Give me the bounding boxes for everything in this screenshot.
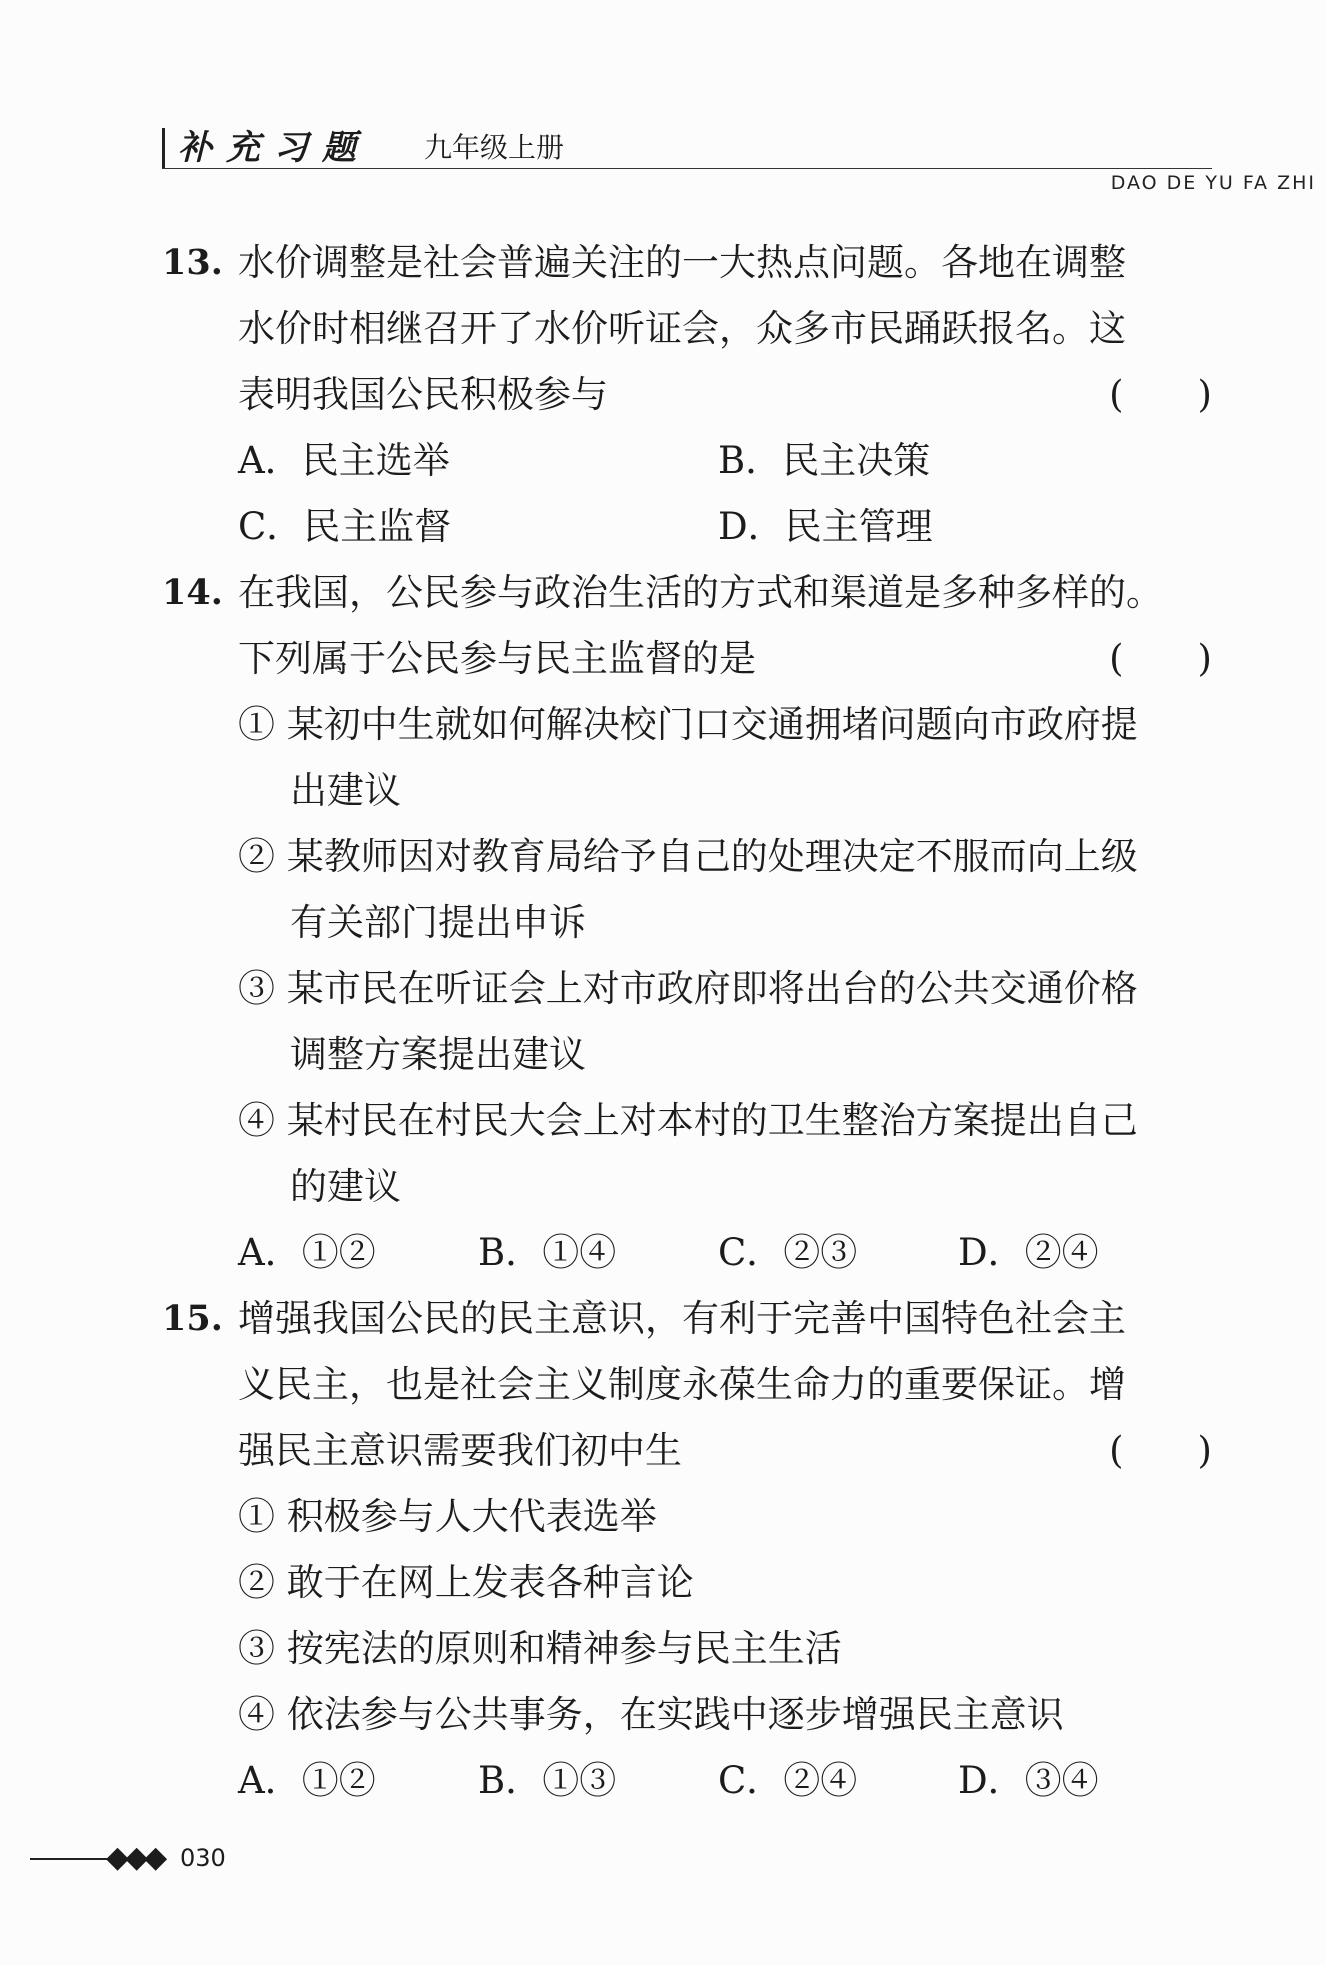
q13-option-d: D．民主管理 [718, 505, 933, 548]
q14-answer-paren: ( ) [1109, 637, 1212, 680]
q14-item-4-b [162, 1154, 1212, 1220]
q14-stem-2: 下列属于公民参与民主监督的是 [238, 637, 756, 680]
footer-rule [30, 1858, 108, 1860]
q15-line-1 [162, 1286, 1212, 1352]
q14-line-1 [162, 560, 1212, 626]
q14-option-a: A．①② [238, 1231, 376, 1274]
q15-stem-2: 义民主，也是社会主义制度永葆生命力的重要保证。增 [238, 1363, 1126, 1406]
q13-option-b: B．民主决策 [718, 439, 931, 482]
q14-item-2-a [162, 824, 1212, 890]
q13-answer-paren: ( ) [1109, 373, 1212, 416]
q15-stem-3: 强民主意识需要我们初中生 [238, 1429, 682, 1472]
q14-item-3-cont: 调整方案提出建议 [290, 1033, 586, 1076]
q14-item-4-cont: 的建议 [290, 1165, 401, 1208]
q14-option-d: D．②④ [958, 1231, 1099, 1274]
grade-label: 九年级上册 [424, 131, 565, 164]
q15-number: 15. [162, 1298, 223, 1339]
subject-english: DAO DE YU FA ZHI [1110, 172, 1316, 194]
q15-item-2-text: ② 敢于在网上发表各种言论 [238, 1561, 694, 1604]
q13-options-row-1 [162, 428, 1212, 494]
q14-item-1-cont: 出建议 [290, 769, 401, 812]
series-title: 补充习题 [178, 128, 370, 168]
q15-item-1-text: ① 积极参与人大代表选举 [238, 1495, 657, 1538]
diamond-ornament-icon: ◆◆◆ [106, 1840, 164, 1875]
q15-item-4-text: ④ 依法参与公共事务，在实践中逐步增强民主意识 [238, 1693, 1064, 1736]
q13-option-c: C．民主监督 [238, 505, 452, 548]
q14-number: 14. [162, 572, 223, 613]
q15-option-d: D．③④ [958, 1759, 1099, 1802]
q14-item-1-b [162, 758, 1212, 824]
q15-line-3 [162, 1418, 1212, 1484]
q15-item-3-text: ③ 按宪法的原则和精神参与民主生活 [238, 1627, 842, 1670]
q15-item-3 [162, 1616, 1212, 1682]
page-number: 030 [180, 1844, 226, 1872]
q14-item-4-a [162, 1088, 1212, 1154]
q13-number: 13. [162, 242, 223, 283]
q14-item-2-text: ② 某教师因对教育局给予自己的处理决定不服而向上级 [238, 835, 1138, 878]
q14-options-row [162, 1220, 1212, 1286]
q13-line-1 [162, 230, 1212, 296]
q15-stem-1: 增强我国公民的民主意识，有利于完善中国特色社会主 [238, 1297, 1126, 1340]
q13-stem-2: 水价时相继召开了水价听证会，众多市民踊跃报名。这 [238, 307, 1126, 350]
page-footer [30, 1840, 330, 1880]
q15-option-c: C．②④ [718, 1759, 858, 1802]
q15-options-row [162, 1748, 1212, 1814]
q13-option-a: A．民主选举 [238, 439, 450, 482]
q14-option-b: B．①④ [478, 1231, 617, 1274]
q15-option-a: A．①② [238, 1759, 376, 1802]
q15-item-2 [162, 1550, 1212, 1616]
q15-item-1 [162, 1484, 1212, 1550]
q15-line-2 [162, 1352, 1212, 1418]
q15-option-b: B．①③ [478, 1759, 617, 1802]
q14-item-1-text: ① 某初中生就如何解决校门口交通拥堵问题向市政府提 [238, 703, 1138, 746]
q14-item-3-a [162, 956, 1212, 1022]
q14-line-2 [162, 626, 1212, 692]
q14-item-3-text: ③ 某市民在听证会上对市政府即将出台的公共交通价格 [238, 967, 1138, 1010]
q13-line-2 [162, 296, 1212, 362]
page-header [162, 120, 1212, 169]
q14-item-4-text: ④ 某村民在村民大会上对本村的卫生整治方案提出自己 [238, 1099, 1138, 1142]
q14-stem-1: 在我国，公民参与政治生活的方式和渠道是多种多样的。 [238, 571, 1163, 614]
q13-stem-3: 表明我国公民积极参与 [238, 373, 608, 416]
q14-item-3-b [162, 1022, 1212, 1088]
q14-item-1-a [162, 692, 1212, 758]
question-content [162, 230, 1212, 1814]
q15-item-4 [162, 1682, 1212, 1748]
q13-stem-1: 水价调整是社会普遍关注的一大热点问题。各地在调整 [238, 241, 1126, 284]
q14-option-c: C．②③ [718, 1231, 858, 1274]
q13-options-row-2 [162, 494, 1212, 560]
header-bar [162, 128, 165, 168]
q14-item-2-cont: 有关部门提出申诉 [290, 901, 586, 944]
q15-answer-paren: ( ) [1109, 1429, 1212, 1472]
q14-item-2-b [162, 890, 1212, 956]
q13-line-3 [162, 362, 1212, 428]
